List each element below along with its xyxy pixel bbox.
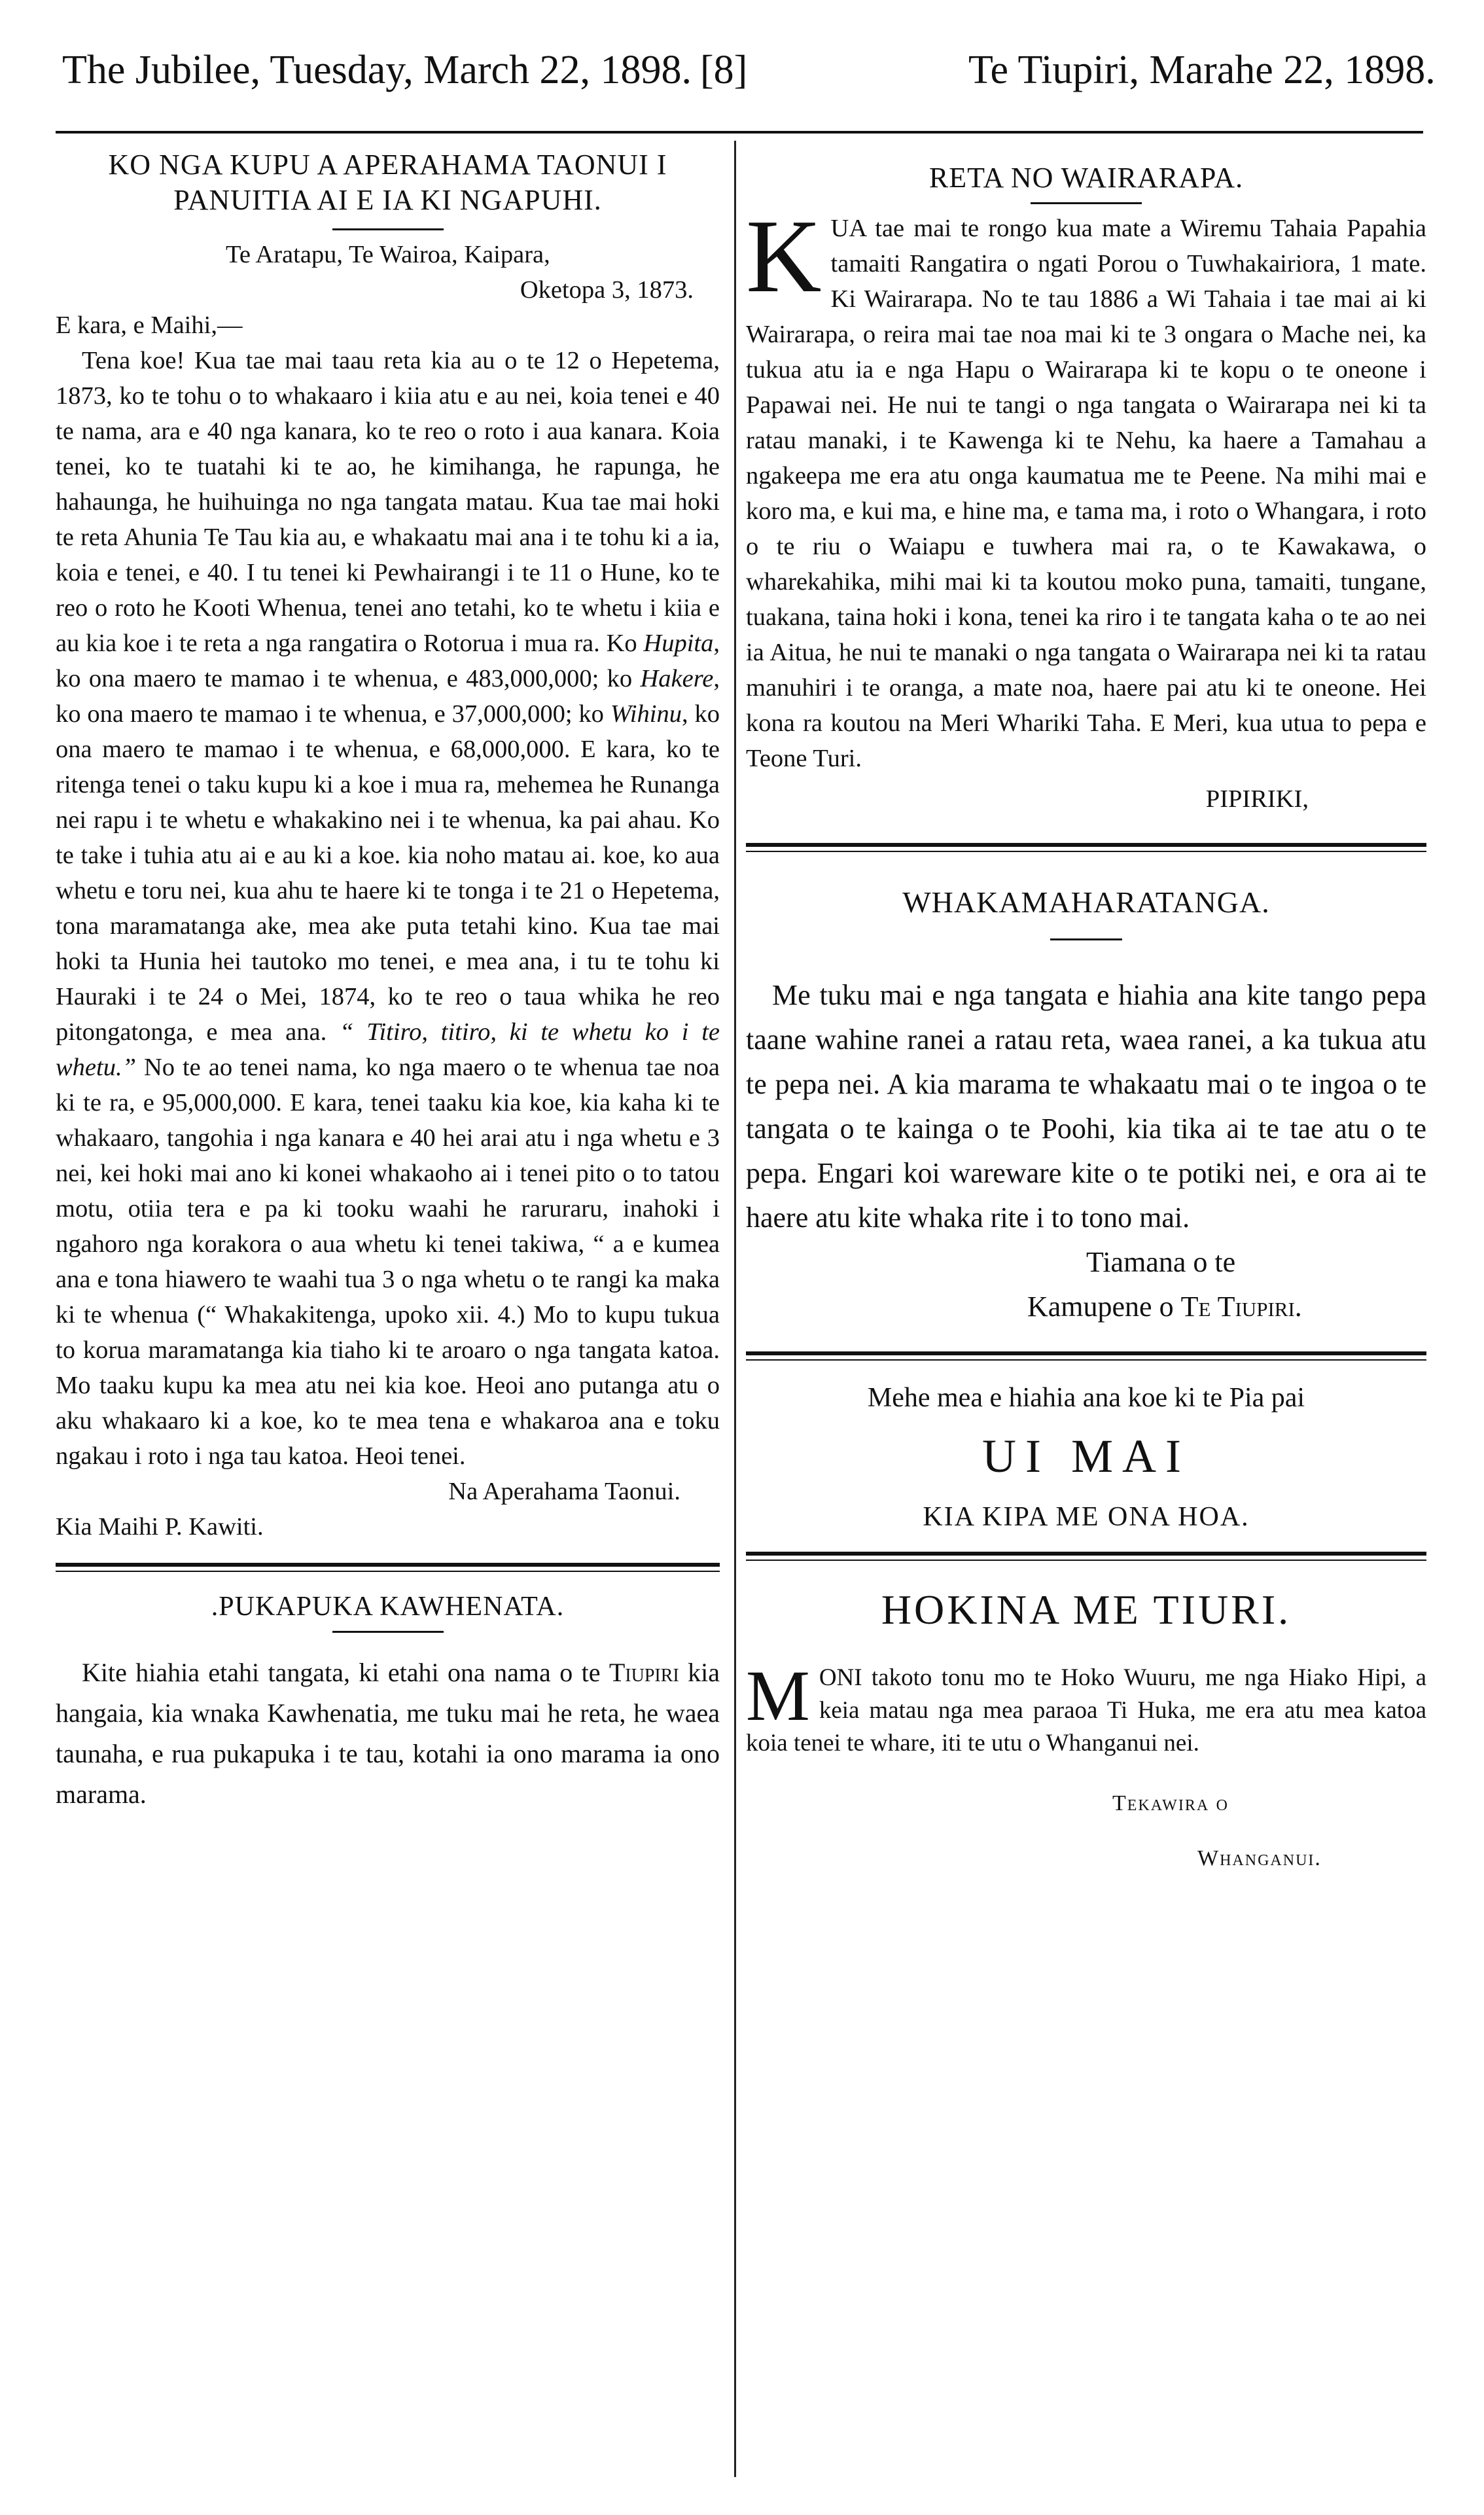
running-head-english: The Jubilee, Tuesday, March 22, 1898. xyxy=(62,48,692,92)
section-rule xyxy=(746,843,1426,852)
letter-addressee: Kia Maihi P. Kawiti. xyxy=(56,1513,264,1541)
letter-body: Tena koe! Kua tae mai taau reta kia au o te 12 o Hepetema, 1873, ko te tohu o to whakaaro i kiia atu e au nei, koia tenei e 40 te nama, ara e 40 nga kanara, ko te reo o roto i aua kanara. Koia tenei, ko te tuatahi ki te ao, he kimihanga, he rapunga, he hahaunga, he huihuinga no nga tangata matau. Kua tae mai hoki te reta Ahunia Te Tau kia au, e whakaatu mai ana i te tohu ki a ia, koia e tenei, e 40. I tu tenei ki Pewhairangi i te 11 o Hune, ko te reo o roto he Kooti Whenua, tenei ano tetahi, ko te whetu i kiia e au kia koe i te reta a nga rangatira o Rotorua i mua ra. Ko Hupita, ko ona maero te mamao i te whenua, e 483,000,000; ko Hakere, ko ona maero te mamao i te whenua, e 37,000,000; ko Wihinu, ko ona maero te mamao i te whenua, e 68,000,000. E kara, ko te ritenga tenei o taku kupu ki a koe i mua ra, mehemea he Runanga nei rapu i te whetu e whakakino nei i te whenua, ka pai ahau. Ko te take i tuhia atu ai e au ki a koe. kia noho matau ai. koe, ko aua whetu e toru nei, kua ahu te haere ki te tonga i te 21 o Hepetema, tona maramatanga ake, mea ake puta tetahi kino. Kua tae mai hoki ta Hunia hei tautoko mo tenei, e mea ana, i tu te tohu ki Hauraki i te 24 o Mei, 1874, ko te reo o taua whika he reo pitongatonga, e mea ana. “ Titiro, titiro, ki te whetu ko i te whetu.” No te ao tenei nama, ko nga maero o te whenua tae noa ki te ra, e 95,000,000. E kara, tenei taaku kia koe, kia kaha ki te whakaaro, tangohia i nga kanara e 40 hei arai atu i nga whetu e 3 nei, kei hoki mai ano ki konei whakaoho ai i tenei pito o to tatou motu, otiia tera e pa ki tooku waahi he raruraru, inahoki i ngahoro nga korakora o aua whetu ki tenei takiwa, “ a e kumea ana e tona hiawero te waahi tua 3 o nga whetu o te rangi ka maka ki te whenua (“ Whakakitenga, upoko xii. 4.) Mo to kupu tukua to korua maramatanga kia tiaho ki te aroaro o nga tangata katoa. Mo taaku kupu ka mea atu nei kia koe. Heoi ano putanga atu o aku whakaaro ki a koe, ko te mea tena e whakaroa ana e toku ngakau i roto i nga tau katoa. Heoi tenei. xyxy=(56,347,720,1470)
letter-date: Oketopa 3, 1873. xyxy=(520,276,694,304)
column-divider xyxy=(734,141,736,2477)
hokina-dropcap: M xyxy=(746,1656,810,1736)
hokina-advertisement xyxy=(746,1580,1426,1876)
pukapuka-title: .PUKAPUKA KAWHENATA. xyxy=(211,1592,565,1622)
hokina-sig2: Whanganui. xyxy=(1197,1846,1322,1870)
reta-signature: PIPIRIKI, xyxy=(1205,785,1309,813)
hokina-sig1: Tekawira o xyxy=(1112,1791,1229,1815)
section-rule xyxy=(746,1351,1426,1361)
right-column xyxy=(746,147,1426,1876)
letter-title-line1: KO NGA KUPU A APERAHAMA TAONUI I xyxy=(108,149,667,181)
running-head-maori: Te Tiupiri, Marahe 22, 1898. xyxy=(968,48,1436,92)
beer-advertisement xyxy=(746,1380,1426,1535)
title-divider xyxy=(332,1631,444,1633)
ad-line2: UI MAI xyxy=(982,1430,1190,1482)
reta-body: KUA tae mai te rongo kua mate a Wiremu Tahaia Papahia tamaiti Rangatira o ngati Porou o Tuwhakairiora, 1 mate. Ki Wairarapa. No te tau 1886 a Wi Tahaia i tae mai ai ki Wairarapa, o reira mai tae noa mai ki te 3 ongara o Mache nei, ka tukua atu ia e nga Hapu o Wairarapa ki te kopu o te oneone i Papawai nei. He nui te tangi o nga tangata o Wairarapa nei ki ta ratau manaki, i te Kawenga ki te Nehu, ka haere a Tamahau a ngakeepa me era atu onga kaumatua me te Peene. Na mihi mai e koro ma, e kui ma, e hine ma, e tama ma, i roto o Whangara, i roto o te riu o Waiapu e tuwhera mai ra, o te Kawakawa, o wharekahika, mihi mai ki ta koutou moko puna, tamaiti, tungane, tuakana, taina hoki i kona, tenei ka riro i te tangata kaha o te ao nei ia Aitua, he nui te manaki o nga tangata o Wairarapa nei ki ta ratau manuhiri i te oranga, a mate noa, haere pai atu ki te oneone. Hei kona ra koutou na Meri Whariki Taha. E Meri, kua utua to pepa e Teone Turi. xyxy=(746,198,1426,772)
title-divider xyxy=(1031,202,1142,204)
ad-line3: KIA KIPA ME ONA HOA. xyxy=(923,1502,1250,1532)
left-column xyxy=(56,147,720,1815)
letter-article xyxy=(56,147,720,1544)
whaka-sig2: Kamupene o Te Tiupiri. xyxy=(1027,1291,1302,1323)
letter-place: Te Aratapu, Te Wairoa, Kaipara, xyxy=(226,241,550,268)
letter-salutation: E kara, e Maihi,— xyxy=(56,312,243,339)
header-rule xyxy=(56,131,1423,134)
ad-line1: Mehe mea e hiahia ana koe ki te Pia pai xyxy=(867,1383,1305,1413)
section-rule xyxy=(56,1563,720,1572)
letter-signature: Na Aperahama Taonui. xyxy=(448,1478,680,1505)
reta-title: RETA NO WAIRARAPA. xyxy=(928,162,1244,194)
whaka-title: WHAKAMAHARATANGA. xyxy=(902,885,1270,919)
whaka-body: Me tuku mai e nga tangata e hiahia ana kite tango pepa taane wahine ranei a ratau reta, waea ranei, a ka tukua atu te pepa nei. A kia marama te whakaatu mai o te ingoa o te tangata o te kainga o te Poohi, kia tika ai te tae atu o te pepa. Engari koi wareware kite o te potiki nei, e ora ai te haere atu kite whaka rite i to tono mai. xyxy=(746,979,1426,1234)
title-divider xyxy=(332,228,444,230)
title-divider xyxy=(1050,938,1122,940)
whaka-sig1: Tiamana o te xyxy=(1086,1246,1236,1278)
whakamaharatanga-notice xyxy=(746,885,1426,1329)
reta-article xyxy=(746,160,1426,817)
hokina-body: MONI takoto tonu mo te Hoko Wuuru, me nga Hiako Hipi, a keia matau nga mea paraoa Ti Huka, me era atu mea katoa koia tenei te whare, iti te utu o Whanganui nei. xyxy=(746,1656,1426,1757)
section-rule xyxy=(746,1552,1426,1561)
reta-dropcap: K xyxy=(746,198,822,314)
hokina-title: HOKINA ME TIURI. xyxy=(881,1586,1292,1633)
pukapuka-article xyxy=(56,1589,720,1815)
pukapuka-body: Kite hiahia etahi tangata, ki etahi ona nama o te Tiupiri kia hangaia, kia wnaka Kawhenatia, me tuku mai he reta, he waea taunaha, e rua pukapuka i te tau, kotahi ia ono marama ia ono marama. xyxy=(56,1658,720,1809)
letter-title-line2: PANUITIA AI E IA KI NGAPUHI. xyxy=(173,184,602,216)
page-number: [8] xyxy=(700,48,748,92)
